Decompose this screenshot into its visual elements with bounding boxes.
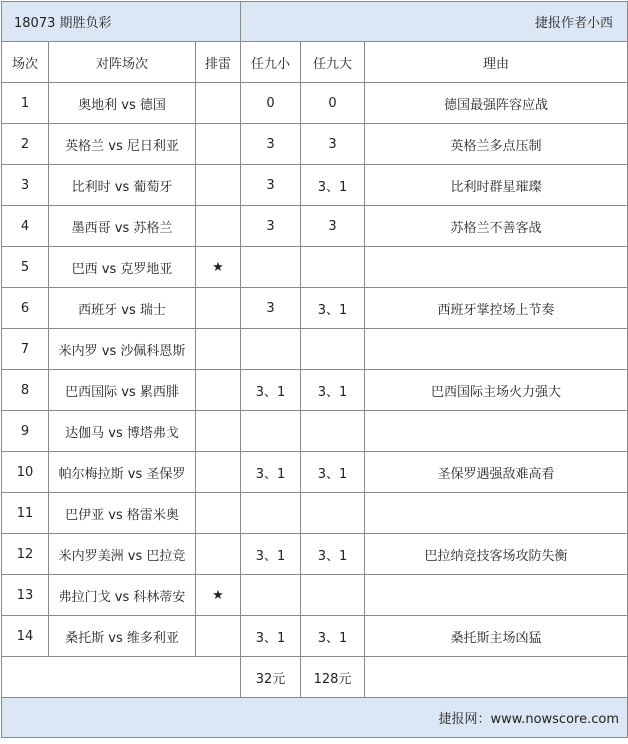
row-reason [365, 247, 628, 288]
row-small: 3 [241, 288, 301, 329]
row-big: 0 [301, 83, 365, 124]
row-small [241, 575, 301, 616]
row-big [301, 247, 365, 288]
footer-row [2, 698, 628, 738]
row-reason: 桑托斯主场凶猛 [365, 616, 628, 657]
table-row [2, 247, 628, 288]
row-big [301, 329, 365, 370]
row-small: 3、1 [241, 616, 301, 657]
author-label: 捷报作者小西 [241, 2, 628, 42]
row-exclude [196, 124, 241, 165]
row-exclude [196, 534, 241, 575]
row-match: 墨西哥 vs 苏格兰 [49, 206, 196, 247]
row-no: 10 [2, 452, 49, 493]
row-match: 比利时 vs 葡萄牙 [49, 165, 196, 206]
row-small: 3 [241, 124, 301, 165]
row-reason [365, 411, 628, 452]
row-exclude: ★ [196, 247, 241, 288]
row-no: 5 [2, 247, 49, 288]
row-match: 巴西国际 vs 累西腓 [49, 370, 196, 411]
row-no: 3 [2, 165, 49, 206]
row-small: 3 [241, 165, 301, 206]
row-big [301, 411, 365, 452]
row-exclude [196, 165, 241, 206]
row-match: 帕尔梅拉斯 vs 圣保罗 [49, 452, 196, 493]
row-match: 巴伊亚 vs 格雷米奥 [49, 493, 196, 534]
row-big: 3、1 [301, 452, 365, 493]
total-big-cost: 128元 [301, 657, 365, 698]
issue-title: 18073 期胜负彩 [2, 2, 241, 42]
row-no: 2 [2, 124, 49, 165]
row-no: 14 [2, 616, 49, 657]
row-match: 达伽马 vs 博塔弗戈 [49, 411, 196, 452]
row-exclude [196, 616, 241, 657]
table-row [2, 534, 628, 575]
row-match: 桑托斯 vs 维多利亚 [49, 616, 196, 657]
row-small [241, 247, 301, 288]
table-row [2, 124, 628, 165]
prediction-table [1, 1, 628, 738]
row-exclude [196, 452, 241, 493]
table-row [2, 575, 628, 616]
row-reason: 苏格兰不善客战 [365, 206, 628, 247]
table-row [2, 493, 628, 534]
row-match: 米内罗 vs 沙佩科恩斯 [49, 329, 196, 370]
row-exclude [196, 411, 241, 452]
table-row [2, 288, 628, 329]
row-reason [365, 493, 628, 534]
row-reason: 比利时群星璀璨 [365, 165, 628, 206]
row-reason: 圣保罗遇强敌难高看 [365, 452, 628, 493]
row-no: 1 [2, 83, 49, 124]
row-no: 8 [2, 370, 49, 411]
row-reason [365, 329, 628, 370]
totals-empty-cell [365, 657, 628, 698]
row-big: 3 [301, 124, 365, 165]
col-header-match: 对阵场次 [49, 42, 196, 83]
row-reason [365, 575, 628, 616]
row-small: 3、1 [241, 452, 301, 493]
row-reason: 巴西国际主场火力强大 [365, 370, 628, 411]
row-no: 11 [2, 493, 49, 534]
row-small: 3、1 [241, 534, 301, 575]
row-small [241, 493, 301, 534]
table-row [2, 452, 628, 493]
table-row [2, 411, 628, 452]
row-big [301, 575, 365, 616]
row-exclude [196, 329, 241, 370]
table-row [2, 329, 628, 370]
totals-spacer [2, 657, 241, 698]
row-no: 13 [2, 575, 49, 616]
row-big: 3、1 [301, 288, 365, 329]
row-no: 9 [2, 411, 49, 452]
row-reason: 英格兰多点压制 [365, 124, 628, 165]
col-header-r9-small: 任九小 [241, 42, 301, 83]
column-header-row [2, 42, 628, 83]
row-big [301, 493, 365, 534]
table-row [2, 206, 628, 247]
row-big: 3、1 [301, 616, 365, 657]
row-exclude [196, 370, 241, 411]
row-exclude [196, 288, 241, 329]
footer-site: 捷报网：www.nowscore.com [2, 698, 628, 738]
table-row [2, 370, 628, 411]
col-header-r9-big: 任九大 [301, 42, 365, 83]
table-row [2, 165, 628, 206]
row-big: 3、1 [301, 534, 365, 575]
row-no: 7 [2, 329, 49, 370]
row-small [241, 329, 301, 370]
col-header-exclude: 排雷 [196, 42, 241, 83]
row-no: 12 [2, 534, 49, 575]
row-big: 3、1 [301, 165, 365, 206]
row-reason: 巴拉纳竞技客场攻防失衡 [365, 534, 628, 575]
row-exclude [196, 493, 241, 534]
row-match: 米内罗美洲 vs 巴拉竞 [49, 534, 196, 575]
col-header-reason: 理由 [365, 42, 628, 83]
row-match: 英格兰 vs 尼日利亚 [49, 124, 196, 165]
row-match: 西班牙 vs 瑞士 [49, 288, 196, 329]
row-exclude [196, 206, 241, 247]
row-reason: 德国最强阵容应战 [365, 83, 628, 124]
row-small: 3、1 [241, 370, 301, 411]
total-small-cost: 32元 [241, 657, 301, 698]
row-reason: 西班牙掌控场上节奏 [365, 288, 628, 329]
row-match: 巴西 vs 克罗地亚 [49, 247, 196, 288]
table-row [2, 83, 628, 124]
title-row [2, 2, 628, 42]
col-header-no: 场次 [2, 42, 49, 83]
row-small: 3 [241, 206, 301, 247]
row-small [241, 411, 301, 452]
row-small: 0 [241, 83, 301, 124]
row-exclude [196, 83, 241, 124]
row-big: 3、1 [301, 370, 365, 411]
totals-row [2, 657, 628, 698]
row-no: 6 [2, 288, 49, 329]
row-match: 弗拉门戈 vs 科林蒂安 [49, 575, 196, 616]
row-big: 3 [301, 206, 365, 247]
table-row [2, 616, 628, 657]
row-exclude: ★ [196, 575, 241, 616]
row-match: 奥地利 vs 德国 [49, 83, 196, 124]
row-no: 4 [2, 206, 49, 247]
